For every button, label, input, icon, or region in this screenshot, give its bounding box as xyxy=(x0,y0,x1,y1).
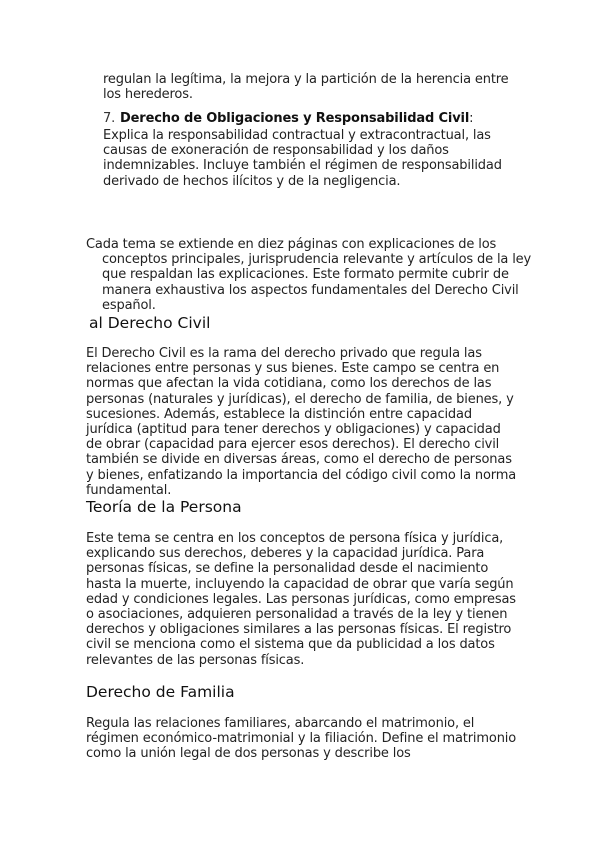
section-body-derecho-familia: Regula las relaciones familiares, abarcando el matrimonio, el régimen económico-matrimonial y la filiación. Define el matrimonio como la unión legal de dos personas y describe los xyxy=(86,716,517,762)
list-item-number: 7. xyxy=(103,111,116,126)
list-item-continuation: regulan la legítima, la mejora y la partición de la herencia entre los herederos. xyxy=(103,72,509,103)
section-body-teoria-persona: Este tema se centra en los conceptos de persona física y jurídica, explicando sus derechos, deberes y la capacidad jurídica. Para personas físicas, se define la personalidad desde el nacimiento hasta la muerte, incluyendo la capacidad de obrar que varía según edad y condiciones legales. Las personas jurídicas, como empresas o asociaciones, adquieren personalidad a través de la ley y tienen derechos y obligaciones similares a las personas físicas. El registro civil se menciona como el sistema que da publicidad a los datos relevantes de las personas físicas. xyxy=(86,531,516,668)
summary-paragraph: Cada tema se extiende en diez páginas con explicaciones de los conceptos principales, jurisprudencia relevante y artículos de la ley que respaldan las explicaciones. Este formato permite cubrir de manera exhaustiva los aspectos fundamentales del Derecho Civil español. xyxy=(86,237,532,313)
list-item-7-body: Explica la responsabilidad contractual y extracontractual, las causas de exoneración de responsabilidad y los daños indemnizables. Incluye también el régimen de responsabilidad derivado de hechos ilícitos y de la negligencia. xyxy=(103,128,502,189)
section-heading-derecho-familia: Derecho de Familia xyxy=(86,683,235,701)
section-heading-derecho-civil: al Derecho Civil xyxy=(89,314,211,332)
section-heading-teoria-persona: Teoría de la Persona xyxy=(86,498,242,516)
section-body-derecho-civil: El Derecho Civil es la rama del derecho privado que regula las relaciones entre personas y sus bienes. Este campo se centra en normas que afectan la vida cotidiana, como los derechos de las personas (naturales y jurídicas), el derecho de familia, de bienes, y sucesiones. Además, establece la distinción entre capacidad jurídica (aptitud para tener derechos y obligaciones) y capacidad de obrar (capacidad para ejercer esos derechos). El derecho civil también se divide en diversas áreas, como el derecho de personas y bienes, enfatizando la importancia del código civil como la norma fundamental. xyxy=(86,346,517,498)
list-item-7 xyxy=(103,111,518,126)
list-item-title: Derecho de Obligaciones y Responsabilidad Civil xyxy=(120,111,470,126)
list-item-title-colon: : xyxy=(469,111,474,126)
